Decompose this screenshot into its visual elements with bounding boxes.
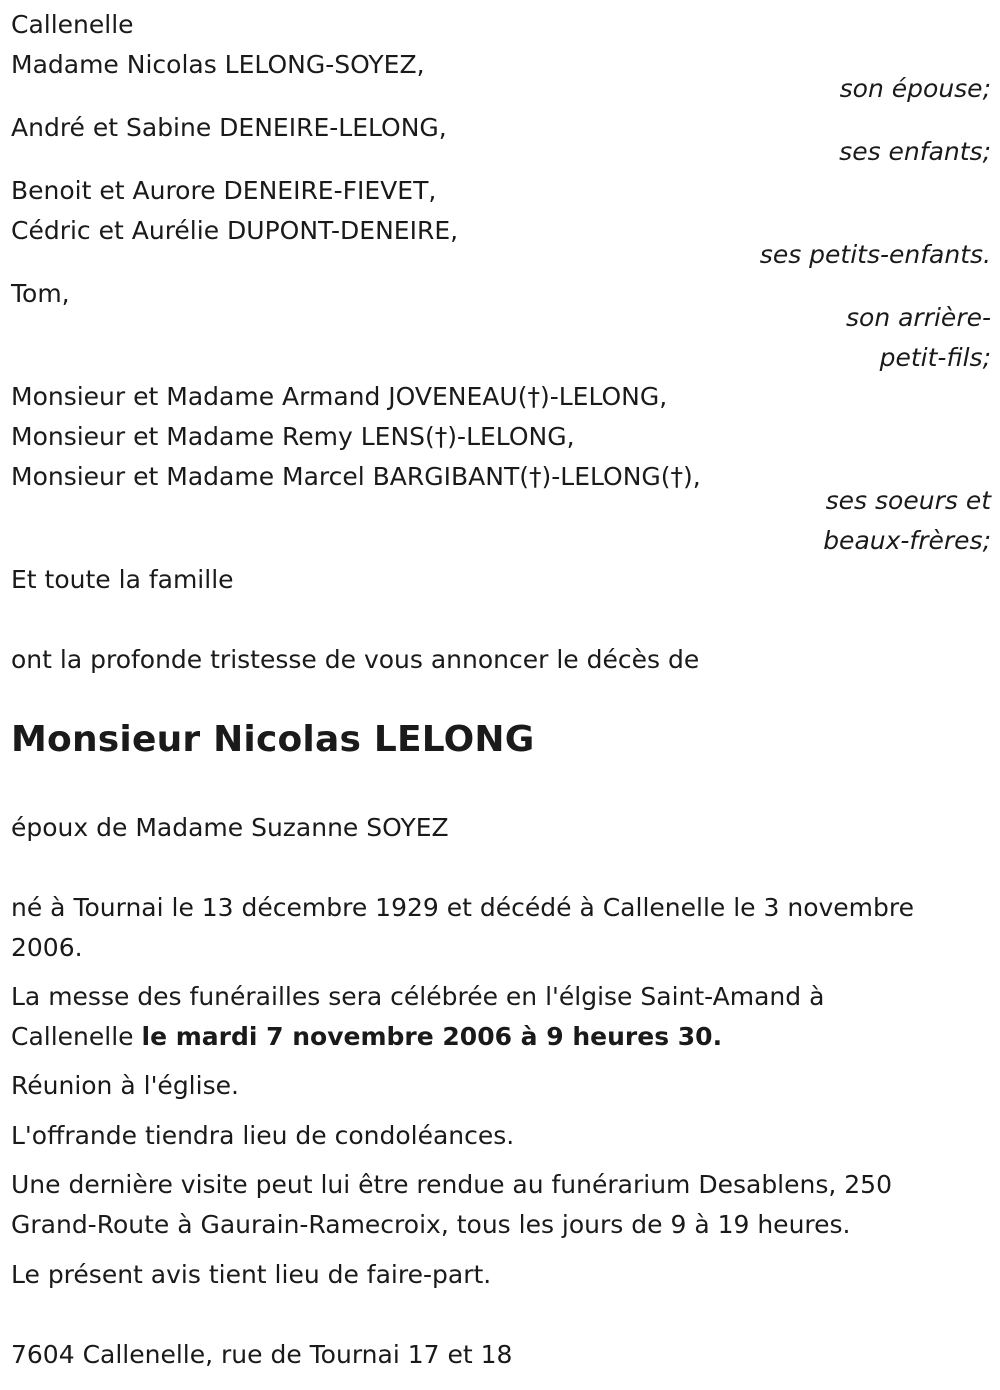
grandchild-line: Cédric et Aurélie DUPONT-DENEIRE,	[11, 216, 459, 245]
offering-info: L'offrande tiendra lieu de condoléances.	[11, 1121, 515, 1150]
visit-line2: Grand-Route à Gaurain-Ramecroix, tous les jours de 9 à 19 heures.	[11, 1210, 851, 1239]
announcement-intro: ont la profonde tristesse de vous annoncer le décès de	[11, 645, 700, 674]
spouse-of: époux de Madame Suzanne SOYEZ	[11, 813, 449, 842]
deceased-name: Monsieur Nicolas LELONG	[11, 719, 535, 760]
great-grandson-name: Tom,	[11, 279, 70, 308]
mass-line2	[11, 1017, 722, 1057]
mass-place: Callenelle	[11, 1022, 142, 1051]
children-name: André et Sabine DENEIRE-LELONG,	[11, 113, 447, 142]
visit-line1: Une dernière visite peut lui être rendue au funérarium Desablens, 250	[11, 1170, 892, 1199]
great-grandson-role-line2: petit-fils;	[879, 343, 991, 372]
mass-datetime: le mardi 7 novembre 2006 à 9 heures 30.	[141, 1022, 723, 1051]
spouse-role: son épouse;	[839, 74, 991, 103]
great-grandson-role-line1: son arrière-	[846, 303, 991, 332]
grandchild-line: Benoit et Aurore DENEIRE-FIEVET,	[11, 176, 437, 205]
meeting-info: Réunion à l'église.	[11, 1071, 239, 1100]
sibling-line: Monsieur et Madame Marcel BARGIBANT(†)-LELONG(†),	[11, 462, 701, 491]
birth-death-line1: né à Tournai le 13 décembre 1929 et décédé à Callenelle le 3 novembre	[11, 893, 914, 922]
spouse-name: Madame Nicolas LELONG-SOYEZ,	[11, 50, 425, 79]
town-heading: Callenelle	[11, 10, 134, 39]
address: 7604 Callenelle, rue de Tournai 17 et 18	[11, 1340, 513, 1369]
siblings-role-line1: ses soeurs et	[825, 486, 991, 515]
grandchildren-role: ses petits-enfants.	[759, 240, 991, 269]
children-role: ses enfants;	[839, 137, 991, 166]
siblings-role-line2: beaux-frères;	[823, 526, 991, 555]
mass-line1: La messe des funérailles sera célébrée en l'élgise Saint-Amand à	[11, 982, 825, 1011]
sibling-line: Monsieur et Madame Remy LENS(†)-LELONG,	[11, 422, 575, 451]
birth-death-line2: 2006.	[11, 933, 83, 962]
notice-line: Le présent avis tient lieu de faire-part.	[11, 1260, 492, 1289]
sibling-line: Monsieur et Madame Armand JOVENEAU(†)-LELONG,	[11, 382, 668, 411]
all-family: Et toute la famille	[11, 565, 234, 594]
